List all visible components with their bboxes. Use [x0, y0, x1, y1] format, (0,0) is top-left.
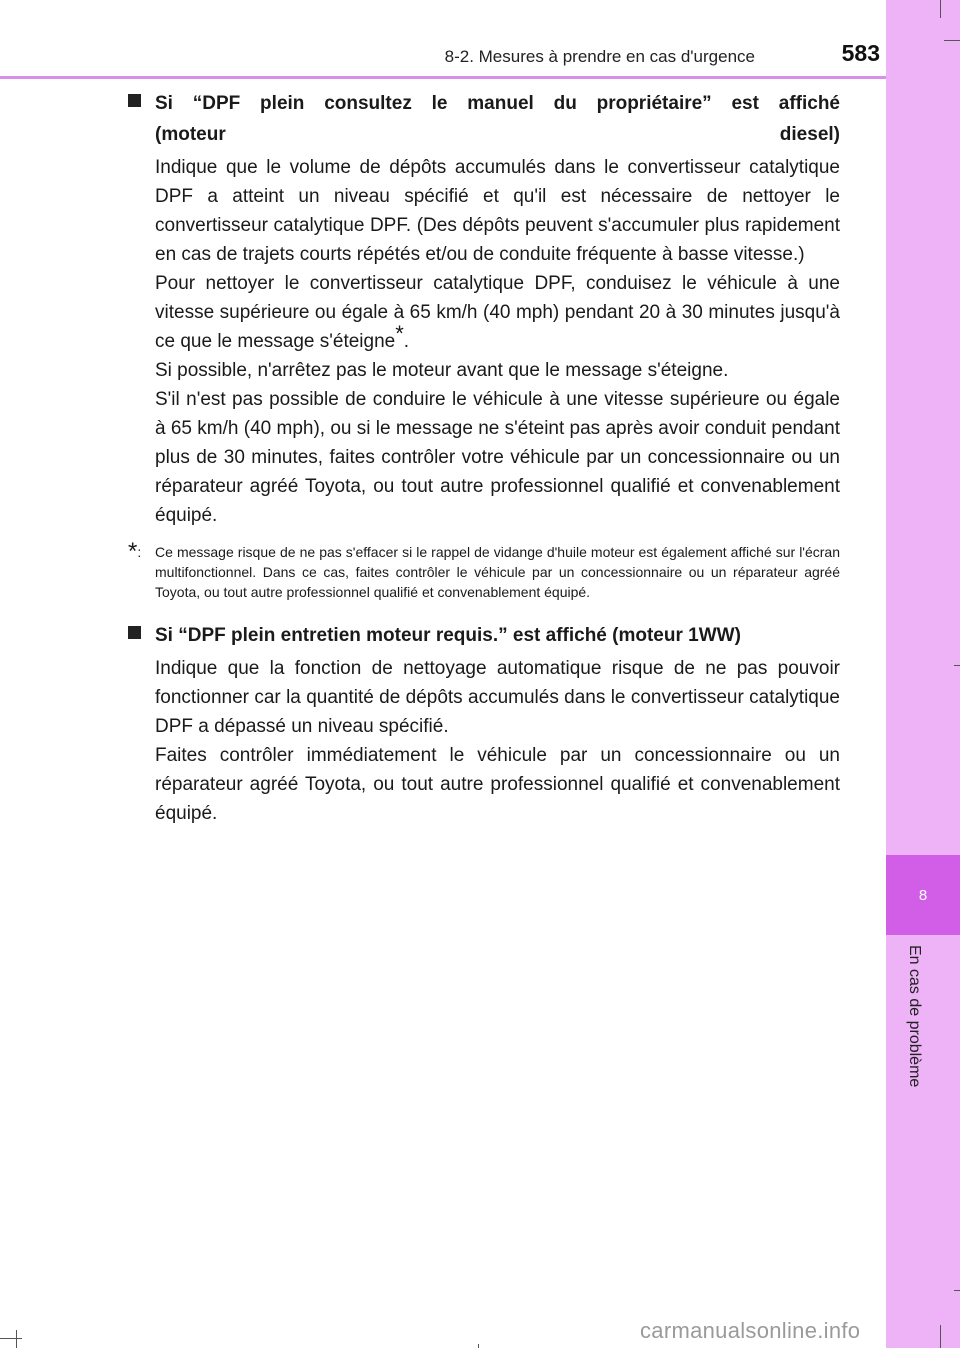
footnote-reference: *: [395, 321, 404, 346]
side-tab: [886, 0, 960, 1348]
paragraph-text: Pour nettoyer le convertisseur catalytique DPF, conduisez le véhicule à une vitesse supérieure ou égale à 65 km/h (40 mph) pendant 20 à 30 minutes jusqu'à ce que le message s'éteigne: [155, 273, 840, 352]
chapter-number: 8: [886, 855, 960, 935]
crop-mark: [944, 40, 960, 41]
footnote: [128, 538, 840, 602]
heading-line: Si “DPF plein consultez le manuel du propriétaire” est affiché: [155, 93, 840, 114]
paragraph: Faites contrôler immédiatement le véhicule par un concessionnaire ou un réparateur agréé Toyota, ou tout autre professionnel qualifié et convenablement équipé.: [155, 745, 840, 824]
asterisk-icon: *: [128, 538, 138, 565]
page-content: [128, 88, 840, 828]
running-header: 8-2. Mesures à prendre en cas d'urgence: [444, 47, 755, 66]
crop-mark: [954, 1290, 960, 1291]
section-heading: [155, 88, 840, 150]
paragraph: Indique que la fonction de nettoyage automatique risque de ne pas pouvoir fonctionner car la quantité de dépôts accumulés dans le convertisseur catalytique DPF a dépassé un niveau spécifié.: [155, 658, 840, 737]
page-number: 583: [841, 40, 880, 66]
crop-mark: [478, 1344, 479, 1348]
chapter-title: En cas de problème: [906, 945, 923, 1088]
square-bullet-icon: [128, 626, 141, 639]
footnote-colon: :: [137, 544, 142, 560]
header-divider: [0, 76, 886, 79]
section-dpf-plein-diesel: [128, 88, 840, 530]
crop-mark: [16, 1330, 17, 1348]
section-heading: Si “DPF plein entretien moteur requis.” est affiché (moteur 1WW): [155, 625, 741, 646]
section-dpf-plein-1ww: [128, 620, 840, 828]
footnote-text: Ce message risque de ne pas s'effacer si le rappel de vidange d'huile moteur est également affiché sur l'écran multifonctionnel. Dans ce cas, faites contrôler le véhicule par un concessionnaire ou un réparateur agréé Toyota, ou tout autre professionnel qualifié et convenablement équipé.: [155, 544, 840, 600]
crop-mark: [954, 665, 960, 666]
heading-line: (moteur diesel): [155, 124, 840, 145]
paragraph: S'il n'est pas possible de conduire le véhicule à une vitesse supérieure ou égale à 65 km/h (40 mph), ou si le message ne s'éteint pas après avoir conduit pendant plus de 30 minutes, faites contrôler votre véhicule par un concessionnaire ou un réparateur agréé Toyota, ou tout autre professionnel qualifié et convenablement équipé.: [155, 389, 840, 526]
paragraph: [155, 269, 840, 356]
square-bullet-icon: [128, 94, 141, 107]
crop-mark: [940, 0, 941, 18]
paragraph-end: .: [403, 331, 410, 352]
footnote-marker: [128, 538, 142, 565]
crop-mark: [940, 1325, 941, 1348]
crop-mark: [0, 1338, 22, 1339]
paragraph: Indique que le volume de dépôts accumulés dans le convertisseur catalytique DPF a atteint un niveau spécifié et qu'il est nécessaire de nettoyer le convertisseur catalytique DPF. (Des dépôts peuvent s'accumuler plus rapidement en cas de trajets courts répétés et/ou de conduite fréquente à basse vitesse.): [155, 157, 840, 265]
watermark: carmanualsonline.info: [640, 1318, 861, 1343]
paragraph: Si possible, n'arrêtez pas le moteur avant que le message s'éteigne.: [155, 360, 729, 381]
